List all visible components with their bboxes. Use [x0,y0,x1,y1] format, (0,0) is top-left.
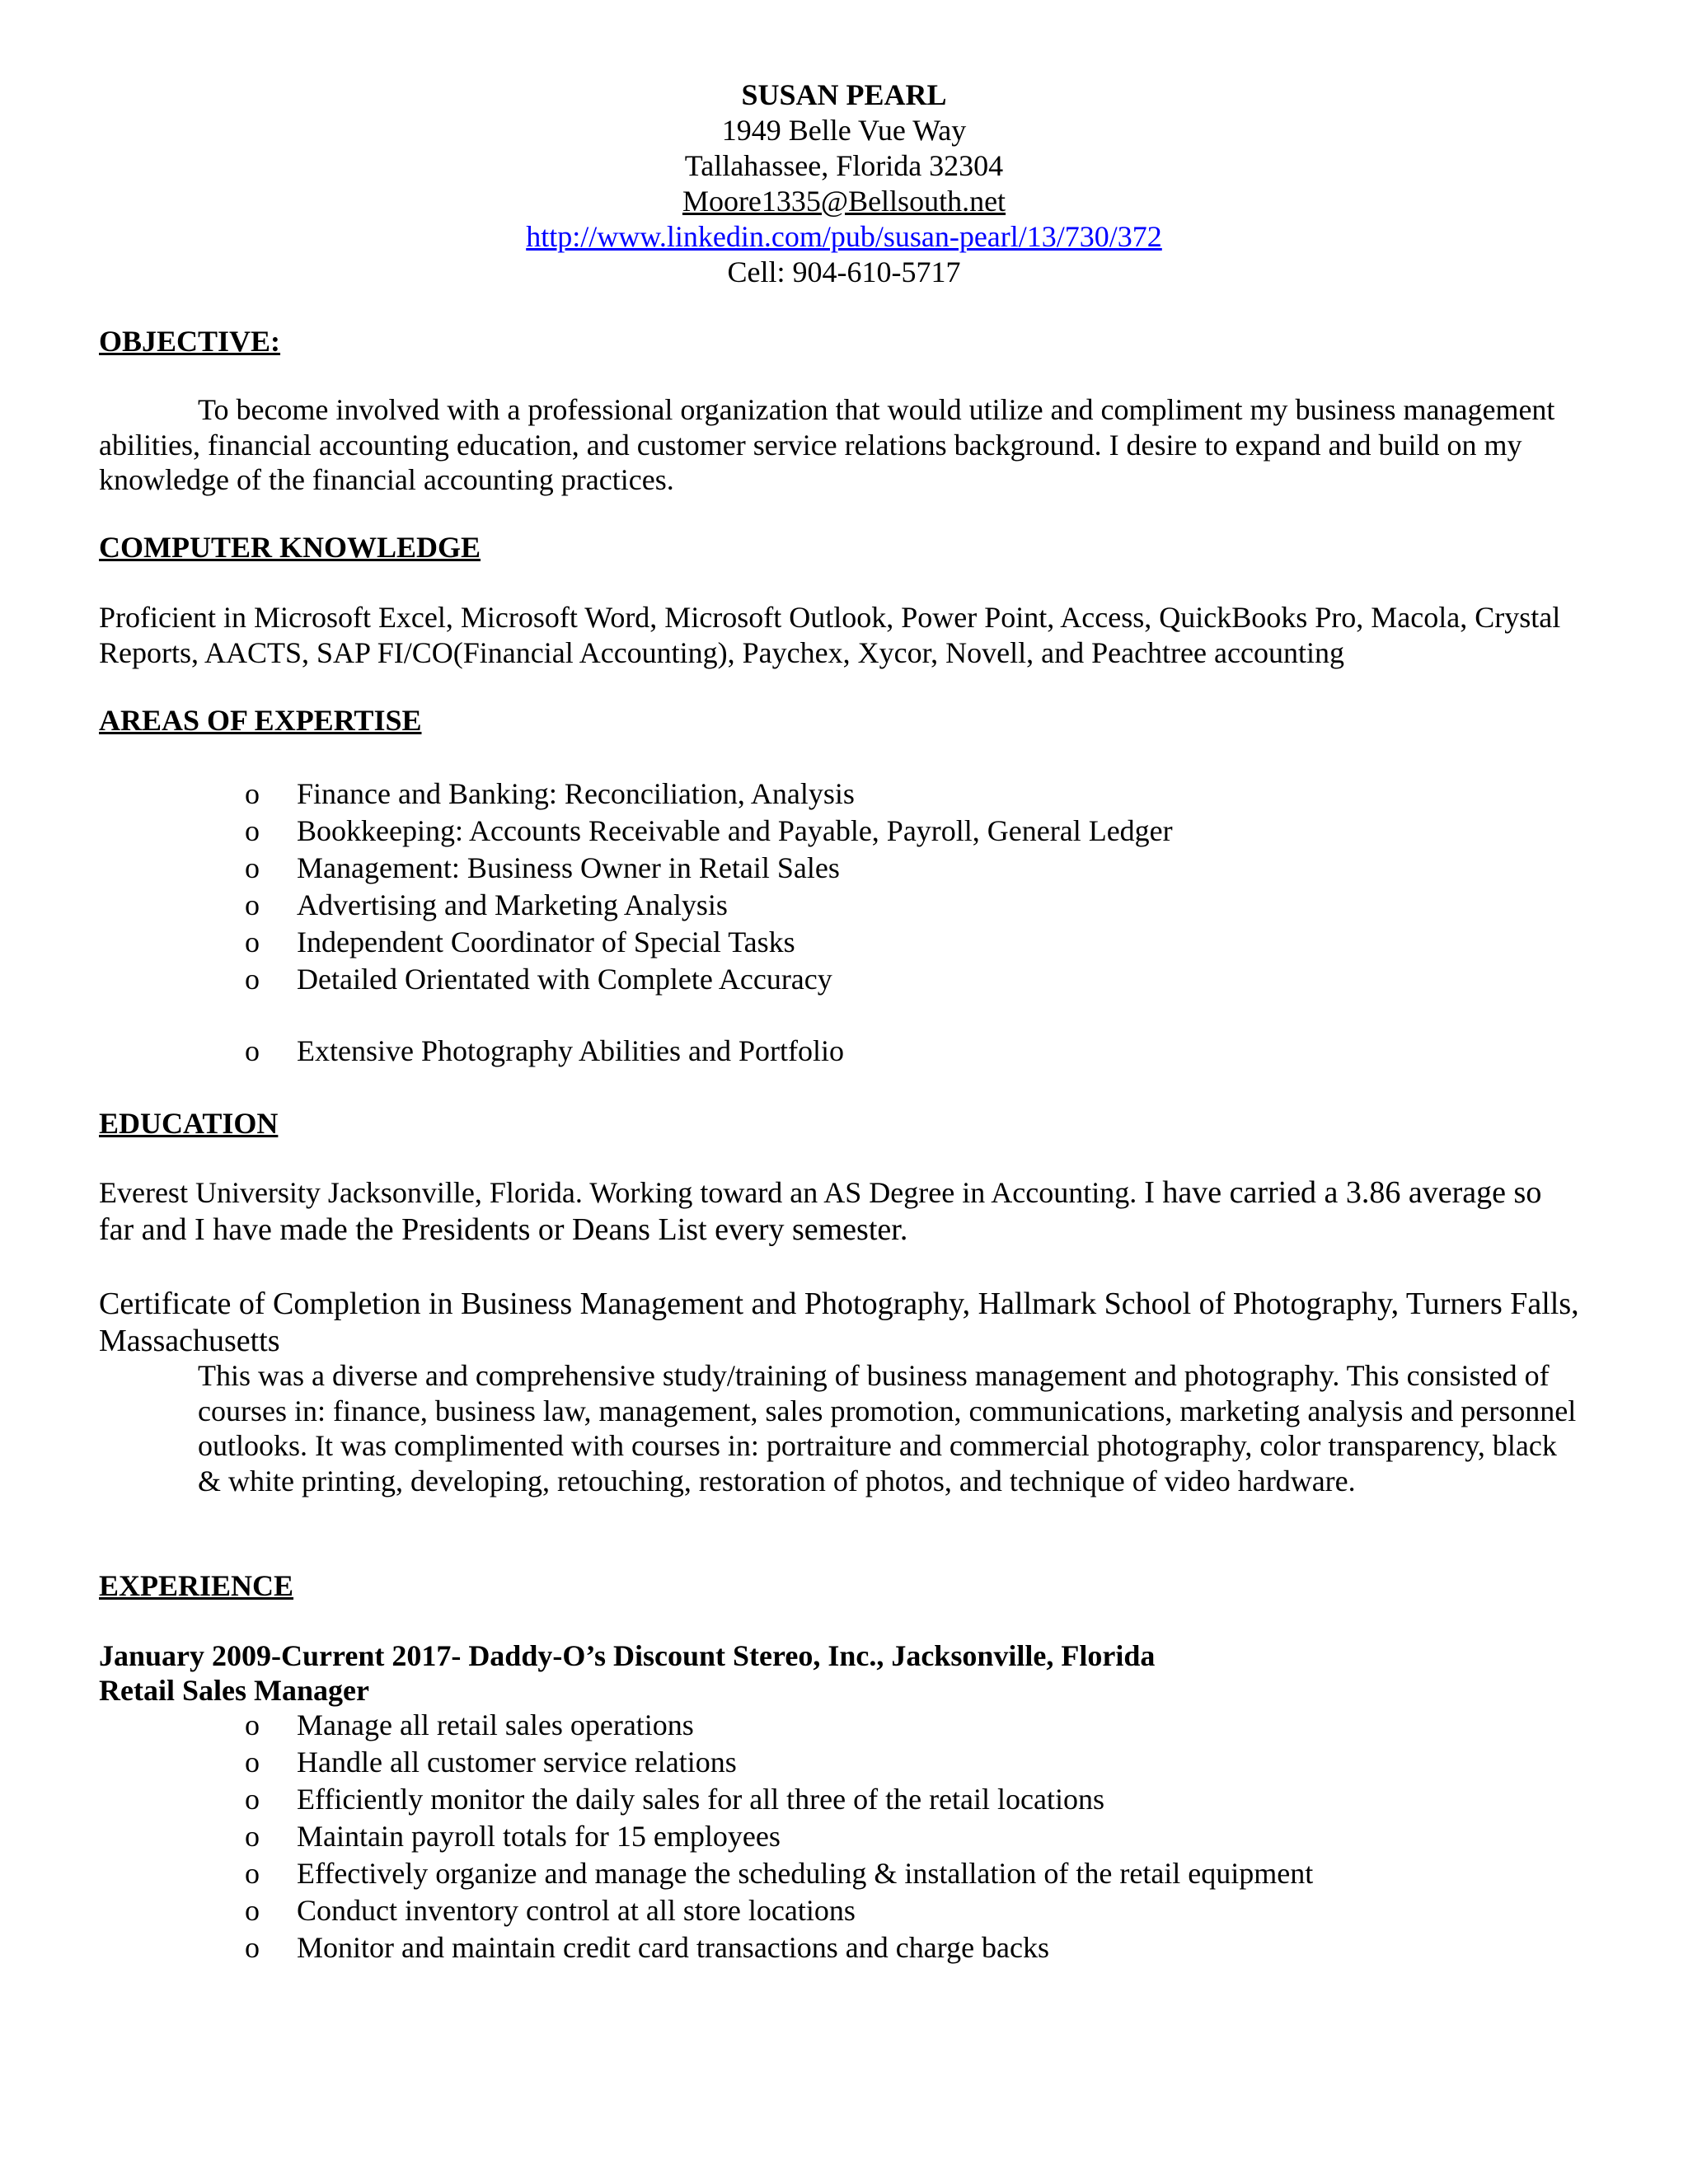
job-role: Retail Sales Manager [99,1674,369,1707]
education-entry-everest: Everest University Jacksonville, Florida. Working toward an AS Degree in Accounting. I have carried a 3.86 average so far and I have made the Presidents or Deans List every semester. [99,1175,1542,1247]
education-entry-hallmark: Certificate of Completion in Business Management and Photography, Hallmark School of Photography, Turners Falls, Massachusetts [99,1286,1579,1358]
bullet-mark: o [245,1708,260,1741]
cell-phone: Cell: 904-610-5717 [727,255,961,288]
bullet-mark: o [245,1931,260,1964]
bullet-mark: o [245,1894,260,1927]
education-heading: EDUCATION [99,1107,279,1140]
street-address: 1949 Belle Vue Way [721,114,967,147]
linkedin-link[interactable]: http://www.linkedin.com/pub/susan-pearl/13/730/372 [526,220,1162,253]
city-state-zip: Tallahassee, Florida 32304 [684,149,1004,182]
objective-text: To become involved with a professional organization that would utilize and compliment my business management abilities, financial accounting education, and customer service relations background. I desire to expand and build on my knowledge of the financial accounting practices. [99,393,1555,496]
computer-knowledge-text: Proficient in Microsoft Excel, Microsoft Word, Microsoft Outlook, Power Point, Access, QuickBooks Pro, Macola, Crystal Reports, AACTS, SAP FI/CO(Financial Accounting), Paychex, Xycor, Novell, and Peachtree accounting [99,601,1561,669]
education-hallmark-detail: This was a diverse and comprehensive study/training of business management and photography. This consisted of courses in: finance, business law, management, sales promotion, communications, marketing analysis and personnel outlooks. It was complimented with courses in: portraiture and commercial photography, color transparency, black & white printing, developing, retouching, restoration of photos, and technique of video hardware. [198,1359,1577,1497]
contact-header [0,77,1688,290]
bullet-mark: o [245,851,260,884]
bullet-mark: o [245,888,260,921]
bullet-mark: o [245,926,260,958]
bullet-mark: o [245,1857,260,1890]
bullet-mark: o [245,1783,260,1816]
objective-heading: OBJECTIVE: [99,325,281,358]
expertise-heading: AREAS OF EXPERTISE [99,704,422,737]
bullet-mark: o [245,814,260,847]
experience-heading: EXPERIENCE [99,1569,294,1602]
bullet-mark: o [245,777,260,810]
email-address[interactable]: Moore1335@Bellsouth.net [682,185,1006,218]
bullet-mark: o [245,1034,260,1067]
bullet-mark: o [245,963,260,996]
bullet-mark: o [245,1820,260,1853]
resume-page: SUSAN PEARL 1949 Belle Vue Way Tallahassee, Florida 32304 Moore1335@Bellsouth.net http://www.linkedin.com/pub/susan-pearl/13/730/372 Cell: 904-610-5717 OBJECTIVE: To become involved with a professional organization that would utilize and compliment my business management abilities, financial accounting education, and customer service relations background. I desire to expand and build on my knowledge of the financial accounting practices. COMPUTER KNOWLEDGE Proficient in Microsoft Excel, Microsoft Word, Microsoft Outlook, Power Point, Access, QuickBooks Pro, Macola, Crystal Reports, AACTS, SAP FI/CO(Financial Accounting), Paychex, Xycor, Novell, and Peachtree accounting AREAS OF EXPERTISE o Finance and Banking: Reconciliation, Analysis o Bookkeeping: Accounts Receivable and Payable, Payroll, General Ledger o Management: Business Owner in Retail Sales o Advertising and Marketing Analysis o Independent Coordinator of Special Tasks o Detailed Orientated with Complete Accuracy o Extensive Photography Abilities and Portfolio EDUCATION Everest University Jacksonville, Florida. Working toward an AS Degree in Accounting. I have carried a 3.86 average so far and I have made the Presidents or Deans List every semester. Certificate of Completion in Business Management and Photography, Hallmark School of Photography, Turners Falls, Massachusetts This was a diverse and comprehensive study/training of business management and photography. This consisted of courses in: finance, business law, management, sales promotion, communications, marketing analysis and personnel outlooks. It was complimented with courses in: portraiture and commercial photography, color transparency, black & white printing, developing, retouching, restoration of photos, and technique of video hardware. EXPERIENCE January 2009-Current 2017- Daddy-O’s Discount Stereo, Inc., Jacksonville, Florida Retail Sales Manager o Manage all retail sales operations o Handle all customer service relations o Efficiently monitor the daily sales for all three of the retail locations o Maintain payroll totals for 15 employees o Effectively organize and manage the scheduling & installation of the retail equipment o Conduct inventory control at all store locations o Monitor and maintain credit card transactions and charge backs [0,0,1688,2184]
computer-knowledge-heading: COMPUTER KNOWLEDGE [99,531,481,564]
job-title-daddyos: January 2009-Current 2017- Daddy-O’s Discount Stereo, Inc., Jacksonville, Florida [99,1639,1156,1672]
bullet-mark: o [245,1746,260,1779]
candidate-name: SUSAN PEARL [741,78,947,111]
